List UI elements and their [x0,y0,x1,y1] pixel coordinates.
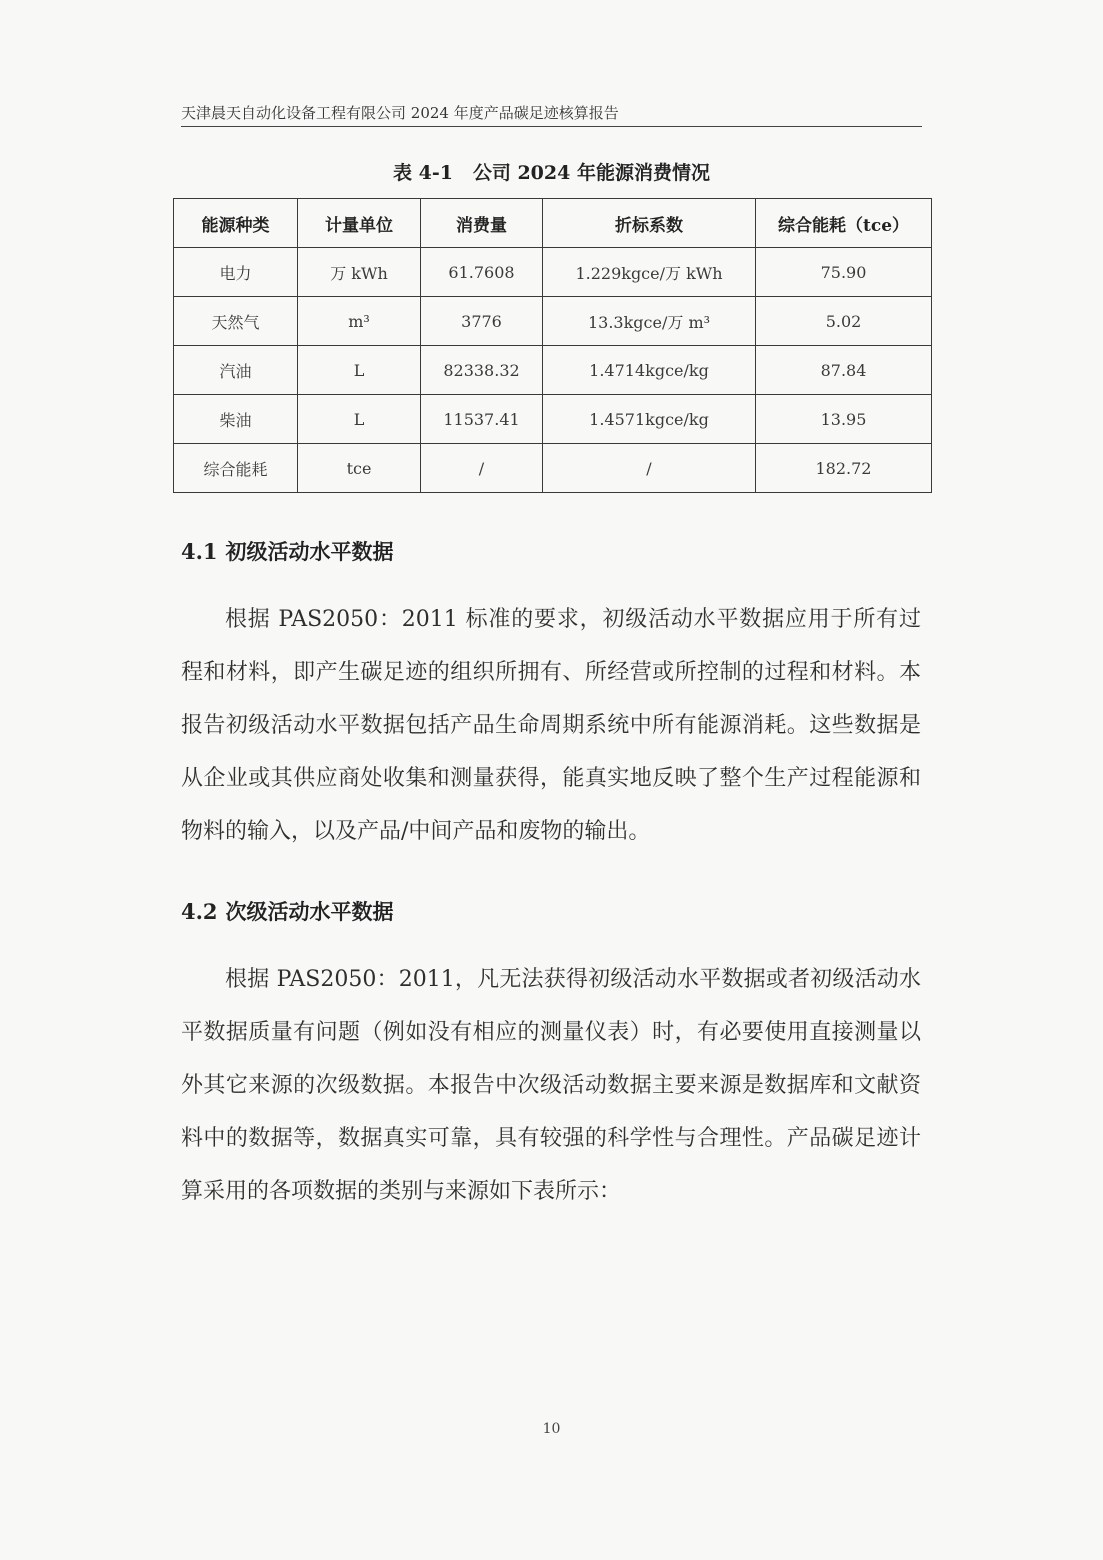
cell-consumption: 11537.41 [421,395,543,444]
cell-energy-type: 柴油 [174,395,298,444]
cell-unit: tce [298,444,421,493]
page-number: 10 [542,1421,561,1437]
cell-total: 75.90 [756,248,932,297]
cell-energy-type: 汽油 [174,346,298,395]
cell-total: 5.02 [756,297,932,346]
col-header-energy-type: 能源种类 [174,199,298,248]
section-title: 次级活动水平数据 [225,899,394,924]
table-caption: 表 4-1 公司 2024 年能源消费情况 [393,162,710,184]
table-row [174,346,932,395]
cell-energy-type: 天然气 [174,297,298,346]
cell-conversion-factor: 1.4571kgce/kg [543,395,756,444]
col-header-consumption: 消费量 [421,199,543,248]
cell-unit: m³ [298,297,421,346]
section-number: 4.1 [181,539,218,564]
paragraph-primary-data: 根据 PAS2050：2011 标准的要求，初级活动水平数据应用于所有过程和材料，即产生碳足迹的组织所拥有、所经营或所控制的过程和材料。本报告初级活动水平数据包括产品生命周期系统中所有能源消耗。这些数据是从企业或其供应商处收集和测量获得，能真实地反映了整个生产过程能源和物料的输入，以及产品/中间产品和废物的输出。 [181,607,921,844]
table-row-total [174,444,932,493]
header-rule [181,126,922,127]
paragraph-secondary-data: 根据 PAS2050：2011，凡无法获得初级活动水平数据或者初级活动水平数据质量有问题（例如没有相应的测量仪表）时，有必要使用直接测量以外其它来源的次级数据。本报告中次级活动数据主要来源是数据库和文献资料中的数据等，数据真实可靠，具有较强的科学性与合理性。产品碳足迹计算采用的各项数据的类别与来源如下表所示： [181,967,921,1204]
running-header: 天津晨天自动化设备工程有限公司 2024 年度产品碳足迹核算报告 [181,104,619,122]
cell-conversion-factor: 1.229kgce/万 kWh [543,248,756,297]
section-heading-4-1 [181,536,394,566]
cell-consumption: 82338.32 [421,346,543,395]
energy-consumption-table [173,198,932,493]
col-header-conversion-factor: 折标系数 [543,199,756,248]
table-row [174,248,932,297]
section-number: 4.2 [181,899,218,924]
table-header-row [174,199,932,248]
cell-energy-type: 综合能耗 [174,444,298,493]
cell-total: 13.95 [756,395,932,444]
cell-consumption: / [421,444,543,493]
cell-conversion-factor: 1.4714kgce/kg [543,346,756,395]
table-row [174,395,932,444]
cell-total: 87.84 [756,346,932,395]
section-heading-4-2 [181,896,394,926]
section-title: 初级活动水平数据 [225,539,394,564]
cell-conversion-factor: 13.3kgce/万 m³ [543,297,756,346]
cell-conversion-factor: / [543,444,756,493]
col-header-total-consumption: 综合能耗（tce） [756,199,932,248]
cell-total: 182.72 [756,444,932,493]
cell-energy-type: 电力 [174,248,298,297]
cell-unit: L [298,346,421,395]
cell-consumption: 3776 [421,297,543,346]
cell-unit: 万 kWh [298,248,421,297]
cell-consumption: 61.7608 [421,248,543,297]
table-row [174,297,932,346]
col-header-unit: 计量单位 [298,199,421,248]
cell-unit: L [298,395,421,444]
